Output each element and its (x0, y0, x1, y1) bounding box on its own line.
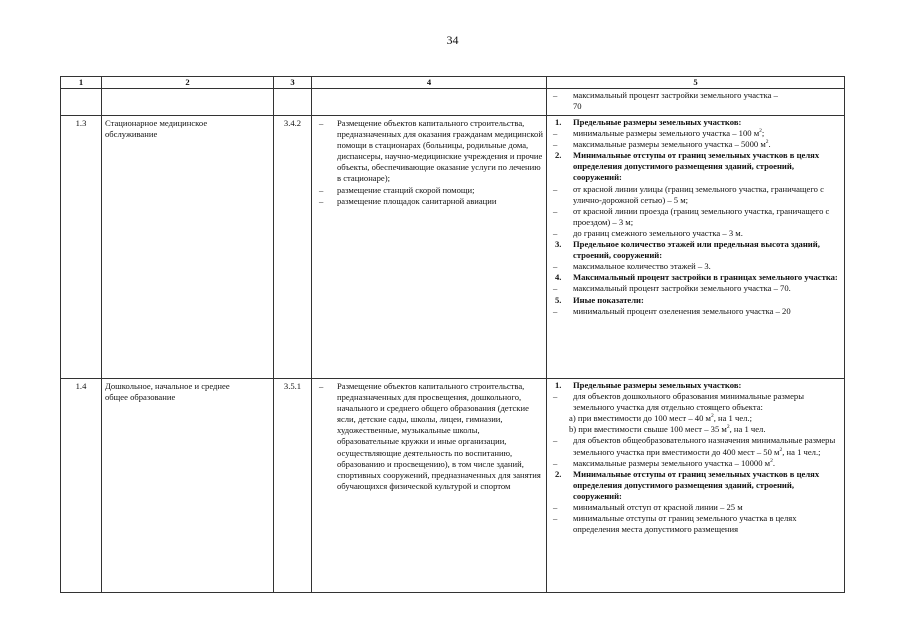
list-item: – максимальный процент застройки земельного участка – (551, 90, 840, 101)
list-item: – Размещение объектов капитального строительства, предназначенных для просвещения, дошкольного, начального и среднего общего образования (детские ясли, детские сады, школы, лицеи, гимназии, художественные, музыкальные школы, образовательные кружки и иные организации, осуществляющие деятельность по воспитанию, образованию и просвещению), в том числе зданий, спортивных сооружений, предназначенных для занятия обучающихся физической культурой и спортом (317, 381, 543, 492)
header-col-4: 4 (312, 77, 547, 89)
list-item: – минимальные отступы от границ земельного участка в целях определения места допустимого размещения (551, 513, 840, 535)
list-item: – Размещение объектов капитального строительства, предназначенных для оказания гражданам медицинской помощи в стационарах (больницы, родильные дома, диспансеры, научно-медицинские учреждения и прочие объекты, обеспечивающие оказание услуги по лечению в стационаре); (317, 118, 543, 185)
header-col-2: 2 (102, 77, 274, 89)
list-item: – максимальные размеры земельного участка – 5000 $м^2$. (551, 139, 840, 150)
use-code: 3.5.1 (274, 379, 312, 593)
use-description (312, 379, 547, 593)
params-heading: 1. Предельные размеры земельных участков: (555, 380, 742, 390)
list-item: – от красной линии проезда (границ земельного участка, граничащего с проездом) – 3 м; (551, 206, 840, 228)
list-item: – минимальные размеры земельного участка – 100 $м^2$; (551, 128, 840, 139)
params-heading: 2. Минимальные отступы от границ земельных участков в целях определения допустимого размещения зданий, строений, сооружений: (555, 468, 820, 501)
params-heading: 1. Предельные размеры земельных участков: (555, 117, 742, 127)
header-col-1: 1 (61, 77, 102, 89)
list-item: – максимальный процент застройки земельного участка – 70. (551, 283, 840, 294)
table-row (61, 116, 845, 379)
params-heading: 2. Минимальные отступы от границ земельных участков в целях определения допустимого размещения зданий, строений, сооружений: (555, 150, 820, 183)
params-cell (547, 89, 845, 116)
page-number: 34 (446, 33, 459, 47)
use-code: 3.4.2 (274, 116, 312, 379)
row-number: 1.4 (61, 379, 102, 593)
list-item: – размещение станций скорой помощи; (317, 185, 543, 196)
use-name: Дошкольное, начальное и среднее общее образование (102, 379, 274, 593)
table-row (61, 379, 845, 593)
list-item: – максимальные размеры земельного участка – 10000 $м^2$. (551, 458, 840, 469)
use-description (312, 116, 547, 379)
table-row (61, 89, 845, 116)
header-row (61, 77, 845, 89)
list-subitem: а) при вместимости до 100 мест – 40 $м^2$, на 1 чел.; (569, 413, 752, 424)
zoning-table (60, 76, 845, 593)
list-item: – от красной линии улицы (границ земельного участка, граничащего с улично-дорожной сетью) – 5 м; (551, 184, 840, 206)
list-item: – для объектов общеобразовательного назначения минимальные размеры земельного участка при вместимости до 400 мест – 50 $м^2$, на 1 чел.; (551, 435, 840, 457)
list-item: – минимальный процент озеленения земельного участка – 20 (551, 306, 840, 317)
params-heading: 4. Максимальный процент застройки в границах земельного участка: (555, 272, 838, 283)
list-item: – минимальный отступ от красной линии – 25 м (551, 502, 840, 513)
params-cell (547, 379, 845, 593)
list-item: – до границ смежного земельного участка – 3 м. (551, 228, 840, 239)
header-col-3: 3 (274, 77, 312, 89)
list-item: – размещение площадок санитарной авиации (317, 196, 543, 207)
use-name: Стационарное медицинское обслуживание (102, 116, 274, 379)
list-item-continuation: 70 (573, 101, 582, 112)
params-cell (547, 116, 845, 379)
list-item: – для объектов дошкольного образования минимальные размеры земельного участка для отдельно стоящего объекта: (551, 391, 840, 413)
header-col-5: 5 (547, 77, 845, 89)
list-subitem: b) при вместимости свыше 100 мест – 35 $м^2$, на 1 чел. (569, 424, 766, 435)
list-item: – максимальное количество этажей – 3. (551, 261, 840, 272)
row-number: 1.3 (61, 116, 102, 379)
params-heading: 5. Иные показатели: (555, 294, 644, 305)
params-heading: 3. Предельное количество этажей или предельная высота зданий, строений, сооружений: (555, 239, 820, 261)
